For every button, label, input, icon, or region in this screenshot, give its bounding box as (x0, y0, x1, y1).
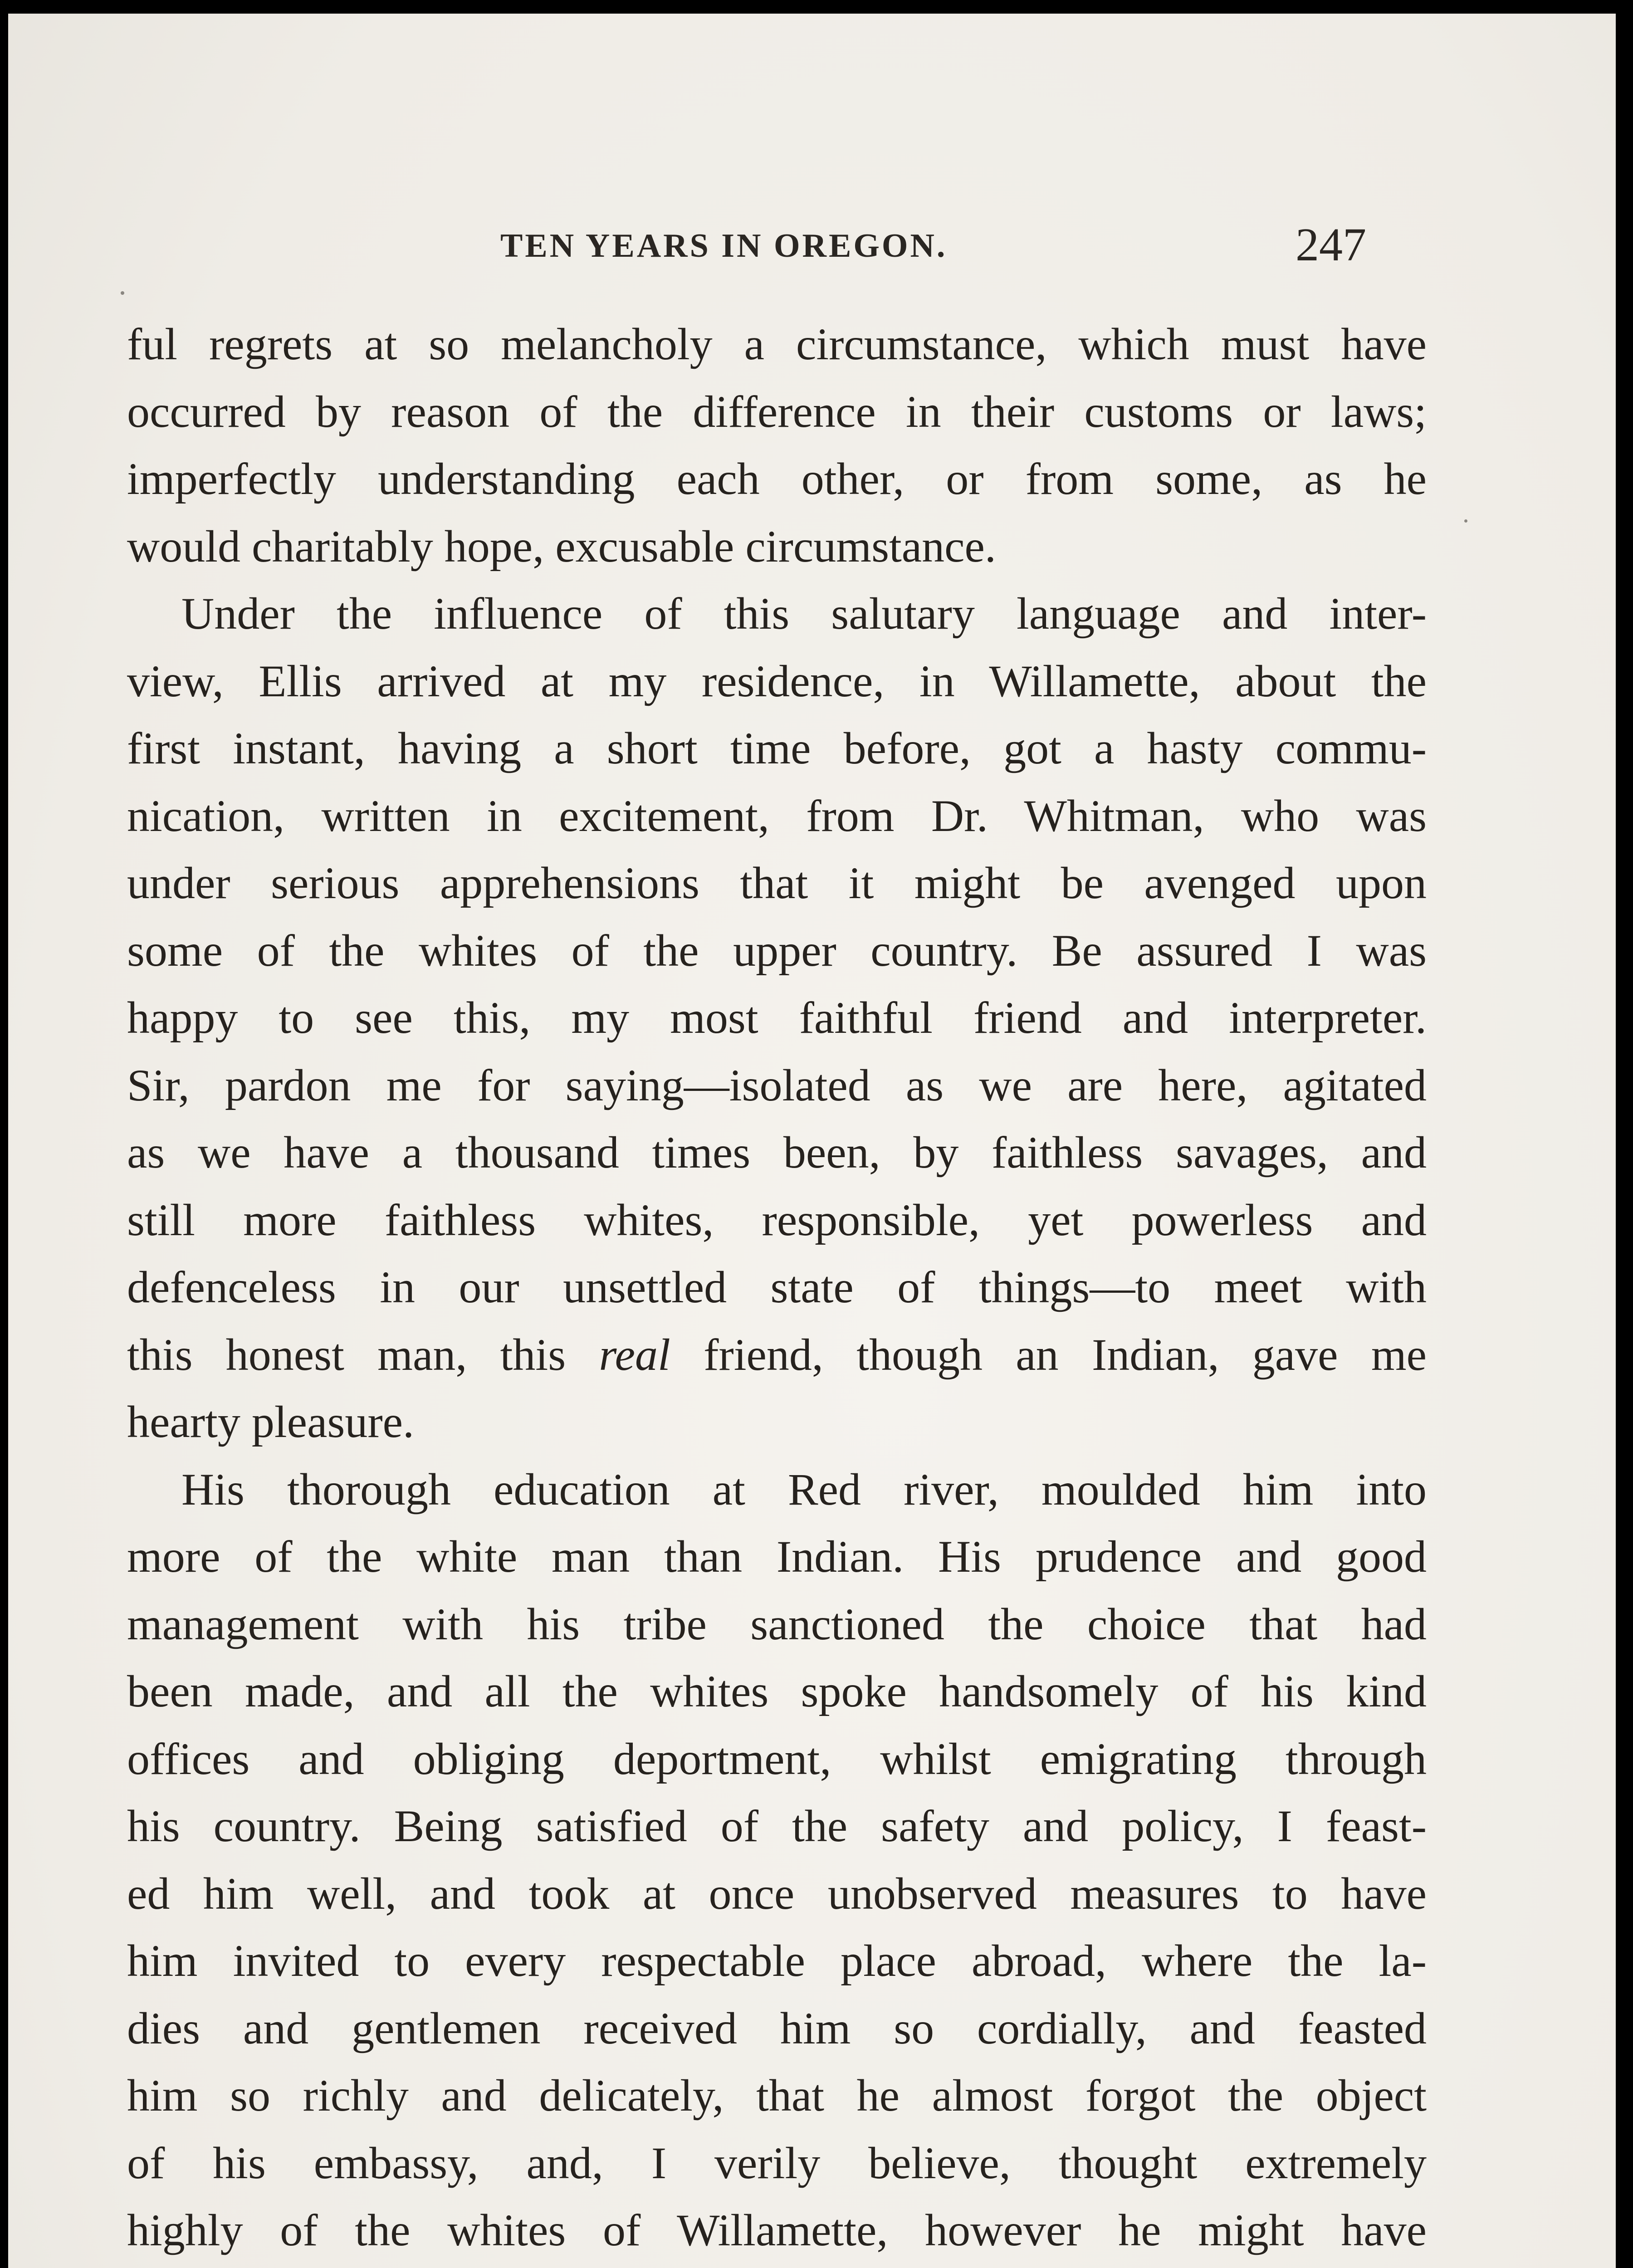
text-line: ed him well, and took at once unobserved measures to have (127, 1868, 1427, 1919)
text-line: offices and obliging deportment, whilst emigrating through (127, 1733, 1427, 1784)
text-line: him invited to every respectable place abroad, where the la- (127, 1936, 1427, 1986)
print-speck (1464, 519, 1467, 523)
text-line: would charitably hope, excusable circumstance. (127, 521, 996, 572)
body-text (127, 311, 1427, 2268)
text-line: him so richly and delicately, that he almost forgot the object (127, 2070, 1427, 2121)
text-line: ful regrets at so melancholy a circumstance, which must have (127, 319, 1427, 369)
text-line: been made, and all the whites spoke handsomely of his kind (127, 1666, 1427, 1716)
text-line: occurred by reason of the difference in their customs or laws; (127, 386, 1427, 437)
text-line: Under the influence of this salutary language and inter- (181, 588, 1427, 639)
text-line: as we have a thousand times been, by faithless savages, and (127, 1127, 1427, 1178)
print-speck (121, 291, 124, 295)
text-line: happy to see this, my most faithful friend and interpreter. (127, 992, 1427, 1043)
text-line: view, Ellis arrived at my residence, in Willamette, about the (127, 655, 1427, 706)
text-line: management with his tribe sanctioned the choice that had (127, 1598, 1427, 1649)
text-line: under serious apprehensions that it might be avenged upon (127, 858, 1427, 908)
text-line: first instant, having a short time before, got a hasty commu- (127, 723, 1427, 773)
text-line: still more faithless whites, responsible, yet powerless and (127, 1194, 1427, 1245)
text-line (127, 2264, 1427, 2268)
text-line: nication, written in excitement, from Dr. Whitman, who was (127, 790, 1427, 841)
book-page (8, 14, 1616, 2268)
page-number: 247 (1296, 219, 1366, 271)
text-line: dies and gentlemen received him so cordially, and feasted (127, 2003, 1427, 2053)
text-line: of his embassy, and, I verily believe, thought extremely (127, 2137, 1427, 2188)
text-line: imperfectly understanding each other, or from some, as he (127, 454, 1427, 504)
text-line: Sir, pardon me for saying—isolated as we are here, agitated (127, 1060, 1427, 1110)
text-line: more of the white man than Indian. His prudence and good (127, 1531, 1427, 1582)
text-line: hearty pleasure. (127, 1397, 415, 1447)
running-head: TEN YEARS IN OREGON. (500, 227, 948, 264)
text-line: his country. Being satisfied of the safety and policy, I feast- (127, 1801, 1427, 1851)
text-line: defenceless in our unsettled state of things—to meet with (127, 1262, 1427, 1312)
text-line: His thorough education at Red river, moulded him into (181, 1464, 1427, 1515)
emphasis-word: real (599, 1329, 670, 1380)
text-line: highly of the whites of Willamette, however he might have (127, 2205, 1427, 2255)
text-line: this honest man, this real friend, though an Indian, gave me (127, 1329, 1427, 1380)
text-line: some of the whites of the upper country. Be assured I was (127, 925, 1427, 976)
